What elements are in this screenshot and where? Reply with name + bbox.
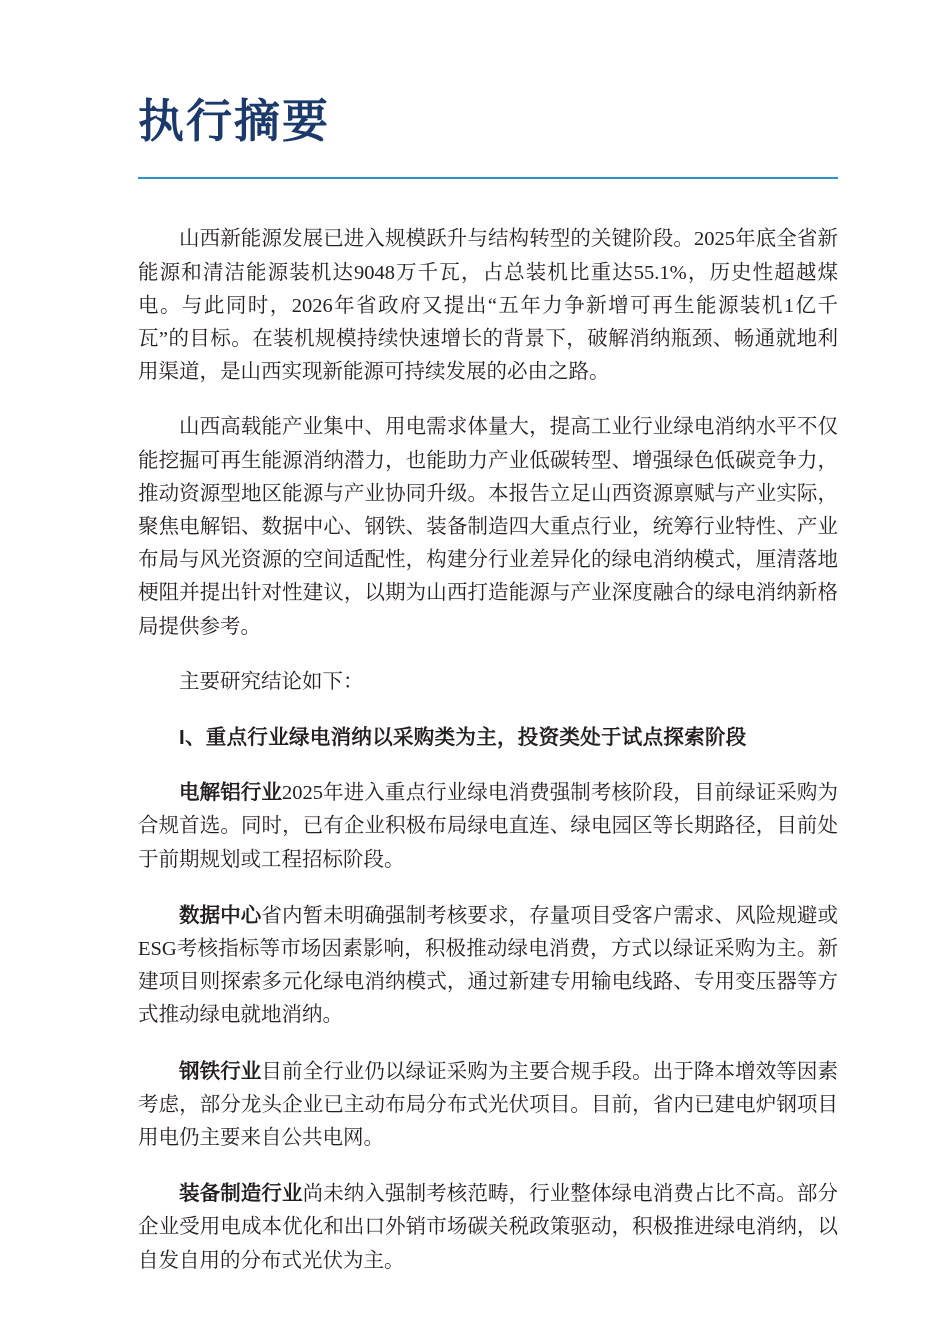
finding-1-text: 2025年进入重点行业绿电消费强制考核阶段，目前绿证采购为合规首选。同时，已有企业积极布局绿电直连、绿电园区等长期路径，目前处于前期规划或工程招标阶段。 bbox=[138, 782, 838, 871]
section-heading: I、重点行业绿电消纳以采购类为主，投资类处于试点探索阶段 bbox=[179, 726, 747, 750]
finding-4-lead: 装备制造行业 bbox=[179, 1182, 303, 1206]
finding-1 bbox=[138, 776, 838, 877]
finding-4-text: 尚未纳入强制考核范畴，行业整体绿电消费占比不高。部分企业受用电成本优化和出口外销市场碳关税政策驱动，积极推进绿电消纳，以自发自用的分布式光伏为主。 bbox=[138, 1183, 839, 1272]
page-title: 执行摘要 bbox=[138, 95, 330, 147]
page-content bbox=[138, 0, 838, 1278]
finding-4 bbox=[138, 1177, 838, 1278]
finding-3 bbox=[138, 1055, 838, 1156]
title-divider bbox=[138, 177, 838, 179]
finding-2 bbox=[138, 899, 838, 1033]
paragraph-2: 山西高载能产业集中、用电需求体量大，提高工业行业绿电消纳水平不仅能挖掘可再生能源消纳潜力，也能助力产业低碳转型、增强绿色低碳竞争力，推动资源型地区能源与产业协同升级。本报告立足山西资源禀赋与产业实际，聚焦电解铝、数据中心、钢铁、装备制造四大重点行业，统筹行业特性、产业布局与风光资源的空间适配性，构建分行业差异化的绿电消纳模式，厘清落地梗阻并提出针对性建议，以期为山西打造能源与产业深度融合的绿电消纳新格局提供参考。 bbox=[138, 416, 838, 638]
finding-3-text: 目前全行业仍以绿证采购为主要合规手段。出于降本增效等因素考虑，部分龙头企业已主动布局分布式光伏项目。目前，省内已建电炉钢项目用电仍主要来自公共电网。 bbox=[138, 1060, 839, 1150]
finding-1-lead: 电解铝行业 bbox=[179, 781, 282, 805]
paragraph-1: 山西新能源发展已进入规模跃升与结构转型的关键阶段。2025年底全省新能源和清洁能源装机达9048万千瓦，占总装机比重达55.1%，历史性超越煤电。与此同时，2026年省政府又提出“五年力争新增可再生能源装机1亿千瓦”的目标。在装机规模持续快速增长的背景下，破解消纳瓶颈、畅通就地利用渠道，是山西实现新能源可持续发展的必由之路。 bbox=[138, 228, 838, 384]
finding-3-lead: 钢铁行业 bbox=[179, 1059, 262, 1083]
paragraph-3: 主要研究结论如下： bbox=[179, 670, 364, 693]
finding-2-text: 省内暂未明确强制考核要求，存量项目受客户需求、风险规避或ESG考核指标等市场因素影响，积极推动绿电消费，方式以绿证采购为主。新建项目则探索多元化绿电消纳模式，通过新建专用输电线路、专用变压器等方式推动绿电就地消纳。 bbox=[138, 904, 839, 1027]
finding-2-lead: 数据中心 bbox=[179, 903, 262, 927]
